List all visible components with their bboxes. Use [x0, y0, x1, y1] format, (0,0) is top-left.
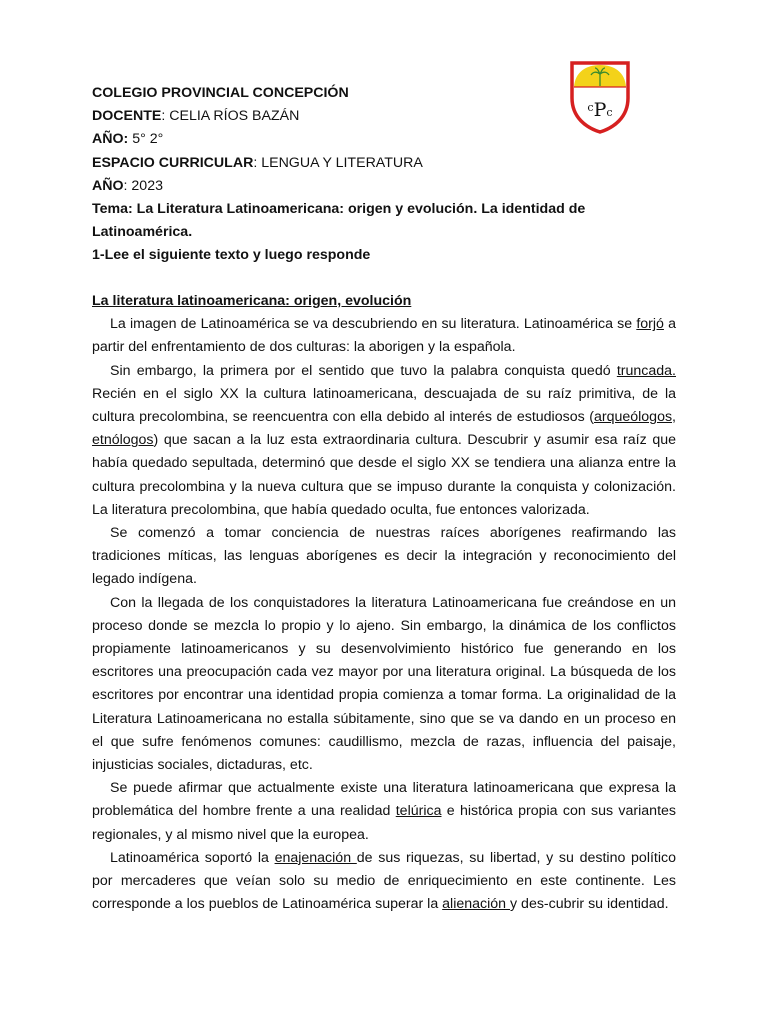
paragraph-1: La imagen de Latinoamérica se va descubriendo en su literatura. Latinoamérica se forjó a partir del enfrentamiento de dos culturas: la aborigen y la española. — [92, 316, 676, 356]
underlined-word: enajenación — [274, 849, 357, 866]
teacher-label: DOCENTE — [92, 108, 162, 125]
paragraph-5: Se puede afirmar que actualmente existe una literatura latinoamericana que expresa la problemática del hombre frente a una realidad telúrica e histórica propia con sus variantes regionales, y al mismo nivel que la europea. — [92, 780, 676, 843]
year-value: : 2023 — [123, 177, 163, 194]
teacher-value: : CELIA RÍOS BAZÁN — [161, 108, 300, 125]
subject-value: : LENGUA Y LITERATURA — [253, 154, 423, 171]
school-name: COLEGIO PROVINCIAL CONCEPCIÓN — [92, 85, 349, 101]
underlined-word: forjó — [636, 316, 664, 333]
year-course-label: AÑO: — [92, 131, 129, 148]
year-line — [92, 175, 602, 198]
topic-line-1: Tema: La Literatura Latinoamericana: origen y evolución. La identidad de — [92, 201, 586, 218]
reading-text — [92, 290, 676, 916]
subject-label: ESPACIO CURRICULAR — [92, 154, 254, 171]
teacher-line — [92, 105, 602, 128]
year-course-value: 5° 2° — [128, 131, 164, 148]
school-logo — [569, 60, 631, 134]
underlined-word: alienación — [442, 896, 511, 913]
year-label: AÑO — [92, 177, 124, 194]
paragraph-4: Con la llegada de los conquistadores la literatura Latinoamericana fue creándose en un proceso donde se mezcla lo propio y lo ajeno. Sin embargo, la dinámica de los conflictos propiamente latinoamericanos y su desenvolvimiento histórico fue generando en los escritores una preocupación cada vez mayor por una literatura original. La búsqueda de los escritores por encontrar una identidad propia comienza a tomar forma. La originalidad de la Literatura Latinoamericana no estalla súbitamente, sino que se va dando en un proceso en el que sufre fenómenos comunes: caudillismo, mezcla de razas, influencia del paisaje, injusticias sociales, dictaduras, etc. — [92, 594, 676, 774]
underlined-word: telúrica — [395, 803, 442, 820]
instruction-line: 1-Lee el siguiente texto y luego responde — [92, 247, 371, 264]
paragraph-2: Sin embargo, la primera por el sentido que tuvo la palabra conquista quedó truncada. Recién en el siglo XX la cultura latinoamericana, descuajada de su raíz primitiva, de la cultura precolombina, se reencuentra con ella debido al interés de estudiosos (arqueólogos, etnólogos) que sacan a la luz esta extraordinaria cultura. Descubrir y asumir esa raíz que había quedado sepultada, determinó que desde el siglo XX se tendiera una alianza entre la cultura precolombina y la nueva cultura que se impuso durante la conquista y colonización. La literatura precolombina, que había quedado oculta, fue entonces valorizada. — [92, 362, 676, 518]
topic-line-2: Latinoamérica. — [92, 224, 193, 241]
underlined-word: arqueólogos, etnólogos — [92, 409, 676, 449]
logo-letters: $^c$Pc — [587, 99, 613, 121]
subject-line — [92, 152, 602, 175]
section-title: La literatura latinoamericana: origen, evolución — [92, 293, 412, 309]
paragraph-6: Latinoamérica soportó la enajenación de sus riquezas, su libertad, y su destino político por mercaderes que veían solo su medio de enriquecimiento en este continente. Les corresponde a los pueblos de Latinoamérica superar la alienación y des-cubrir su identidad. — [92, 849, 676, 913]
underlined-word: truncada. — [616, 362, 676, 379]
document-header — [92, 82, 602, 268]
year-course-line — [92, 128, 602, 151]
paragraph-3: Se comenzó a tomar conciencia de nuestras raíces aborígenes reafirmando las tradiciones míticas, las lenguas aborígenes es decir la integración y reconocimiento del legado indígena. — [92, 525, 676, 588]
